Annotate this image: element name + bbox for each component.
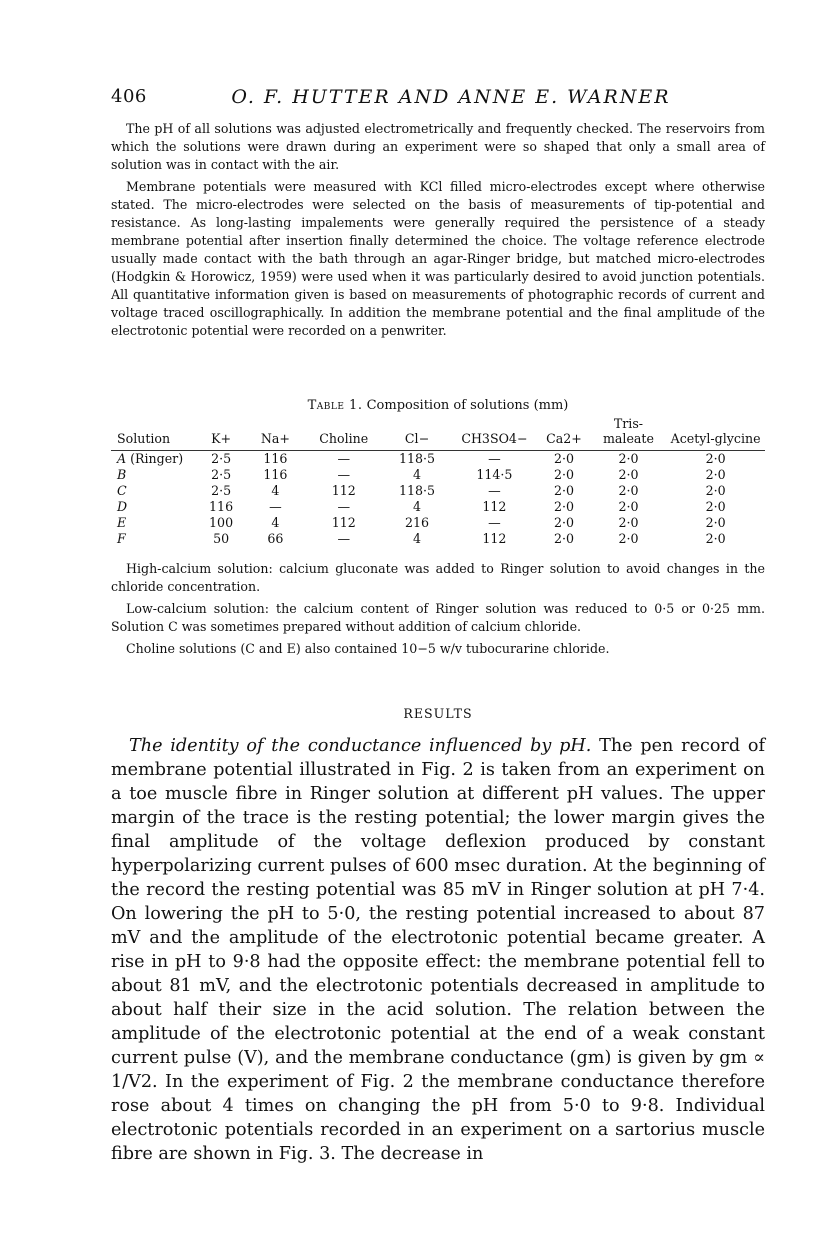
cell-tris: 2·0 [618, 531, 639, 546]
cell-na: 66 [267, 531, 284, 546]
methods-paragraph-ph: The pH of all solutions was adjusted electrometrically and frequently checked. The reservoirs from which the solutions were drawn during an experiment were so shaped that only a small area of solution was in contact with the air. [111, 121, 765, 172]
col-header-ch3so4: CH3SO4− [461, 431, 528, 446]
cell-acetyl: 2·0 [705, 499, 726, 514]
table-caption [111, 398, 765, 413]
col-header-k: K+ [211, 431, 232, 446]
cell-cl: 118·5 [398, 483, 436, 498]
running-authors: O. F. HUTTER AND ANNE E. WARNER [231, 86, 671, 108]
table-row [111, 467, 765, 483]
results-paragraph [111, 734, 765, 1166]
table-row [111, 531, 765, 547]
cell-ca: 2·0 [553, 499, 574, 514]
cell-tris: 2·0 [618, 483, 639, 498]
cell-k: 116 [209, 499, 234, 514]
cell-ch3so4: 112 [482, 499, 507, 514]
cell-k: 2·5 [211, 483, 232, 498]
table-title: Composition of solutions (mm) [366, 398, 569, 413]
cell-solution: A (Ringer) [117, 451, 184, 466]
col-header-choline: Choline [319, 431, 369, 446]
cell-solution: F [117, 531, 126, 546]
results-text: The pen record of membrane potential illustrated in Fig. 2 is taken from an experiment on a toe muscle fibre in Ringer solution at different pH values. The upper margin of the trace is the resting potential; the lower margin gives the final amplitude of the voltage deflexion produced by constant hyperpolarizing current pulses of 600 msec duration. At the beginning of the record the resting potential was 85 mV in Ringer solution at pH 7·4. On lowering the pH to 5·0, the resting potential increased to about 87 mV and the amplitude of the electrotonic potential became greater. A rise in pH to 9·8 had the opposite effect: the membrane potential fell to about 81 mV, and the electrotonic potentials decreased in amplitude to about half their size in the acid solution. The relation between the amplitude of the electrotonic potential at the end of a weak constant current pulse (V), and the membrane conductance (gm) is given by gm ∝ 1/V2. In the experiment of Fig. 2 the membrane conductance therefore rose about 4 times on changing the pH from 5·0 to 9·8. Individual electrotonic potentials recorded in an experiment on a sartorius muscle fibre are shown in Fig. 3. The decrease in [111, 736, 765, 1164]
cell-ca: 2·0 [553, 467, 574, 482]
cell-cl: 216 [404, 515, 430, 530]
cell-choline: — [337, 451, 351, 466]
cell-tris: 2·0 [618, 467, 639, 482]
solutions-table [111, 416, 765, 547]
table-body [111, 451, 765, 548]
cell-cl: 4 [413, 531, 422, 546]
col-header-na: Na+ [260, 431, 290, 446]
cell-ca: 2·0 [553, 515, 574, 530]
methods-paragraph-electrodes: Membrane potentials were measured with KCl filled micro-electrodes except where otherwise stated. The micro-electrodes were selected on the basis of measurements of tip-potential and resistance. As long-lasting impalements were generally required the persistence of a steady membrane potential after insertion finally determined the choice. The voltage reference electrode usually made contact with the bath through an agar-Ringer bridge, but matched micro-electrodes (Hodgkin & Horowicz, 1959) were used when it was particularly desired to avoid junction potentials. All quantitative information given is based on measurements of photographic records of current and voltage traced oscillographically. In addition the membrane potential and the final amplitude of the electrotonic potential were recorded on a penwriter. [111, 179, 765, 338]
table-header-row [111, 416, 765, 451]
cell-choline: 112 [331, 515, 356, 530]
cell-ch3so4: — [488, 483, 501, 498]
cell-k: 2·5 [211, 451, 232, 466]
cell-na: 4 [271, 515, 280, 530]
cell-cl: 118·5 [398, 451, 436, 466]
cell-na: 116 [263, 451, 288, 466]
note-choline: Choline solutions (C and E) also contained 10−5 w/v tubocurarine chloride. [126, 641, 610, 656]
table-row [111, 451, 765, 468]
cell-ch3so4: — [488, 515, 501, 530]
cell-acetyl: 2·0 [705, 451, 726, 466]
cell-ch3so4: 112 [482, 531, 507, 546]
cell-choline: — [337, 531, 351, 546]
cell-tris: 2·0 [618, 451, 639, 466]
results-runin-heading: The identity of the conductance influenced by pH. [129, 736, 592, 756]
cell-solution: D [117, 499, 128, 514]
table-row [111, 499, 765, 515]
cell-ch3so4: — [488, 451, 501, 466]
cell-na: 116 [263, 467, 288, 482]
cell-k: 50 [213, 531, 230, 546]
cell-solution: E [117, 515, 127, 530]
cell-acetyl: 2·0 [705, 531, 726, 546]
cell-na: 4 [271, 483, 280, 498]
cell-ch3so4: 114·5 [476, 467, 513, 482]
table-row [111, 515, 765, 531]
col-header-acetyl: Acetyl-glycine [670, 431, 761, 446]
cell-choline: — [337, 467, 351, 482]
cell-choline: 112 [331, 483, 356, 498]
cell-cl: 4 [413, 467, 422, 482]
cell-ca: 2·0 [553, 451, 574, 466]
cell-solution: C [117, 483, 127, 498]
cell-tris: 2·0 [618, 499, 639, 514]
cell-na: — [269, 499, 282, 514]
cell-acetyl: 2·0 [705, 483, 726, 498]
col-header-solution: Solution [117, 431, 171, 446]
cell-solution: B [117, 467, 127, 482]
col-header-tris: Tris-maleate [602, 416, 654, 446]
cell-k: 2·5 [211, 467, 232, 482]
col-header-cl: Cl− [404, 431, 430, 446]
cell-acetyl: 2·0 [705, 467, 726, 482]
table-label: Table 1. [307, 398, 363, 413]
cell-ca: 2·0 [553, 483, 574, 498]
page-number: 406 [111, 86, 147, 107]
cell-cl: 4 [413, 499, 422, 514]
note-low-calcium: Low-calcium solution: the calcium content of Ringer solution was reduced to 0·5 or 0·25 mm. Solution C was sometimes prepared without addition of calcium chloride. [111, 601, 765, 634]
cell-k: 100 [209, 515, 234, 530]
cell-acetyl: 2·0 [705, 515, 726, 530]
cell-tris: 2·0 [618, 515, 639, 530]
table-row [111, 483, 765, 499]
note-high-calcium: High-calcium solution: calcium gluconate was added to Ringer solution to avoid changes in the chloride concentration. [111, 561, 765, 594]
cell-choline: — [337, 499, 351, 514]
col-header-ca: Ca2+ [546, 431, 582, 446]
cell-ca: 2·0 [553, 531, 574, 546]
running-header [111, 86, 751, 114]
results-heading: RESULTS [403, 706, 473, 721]
